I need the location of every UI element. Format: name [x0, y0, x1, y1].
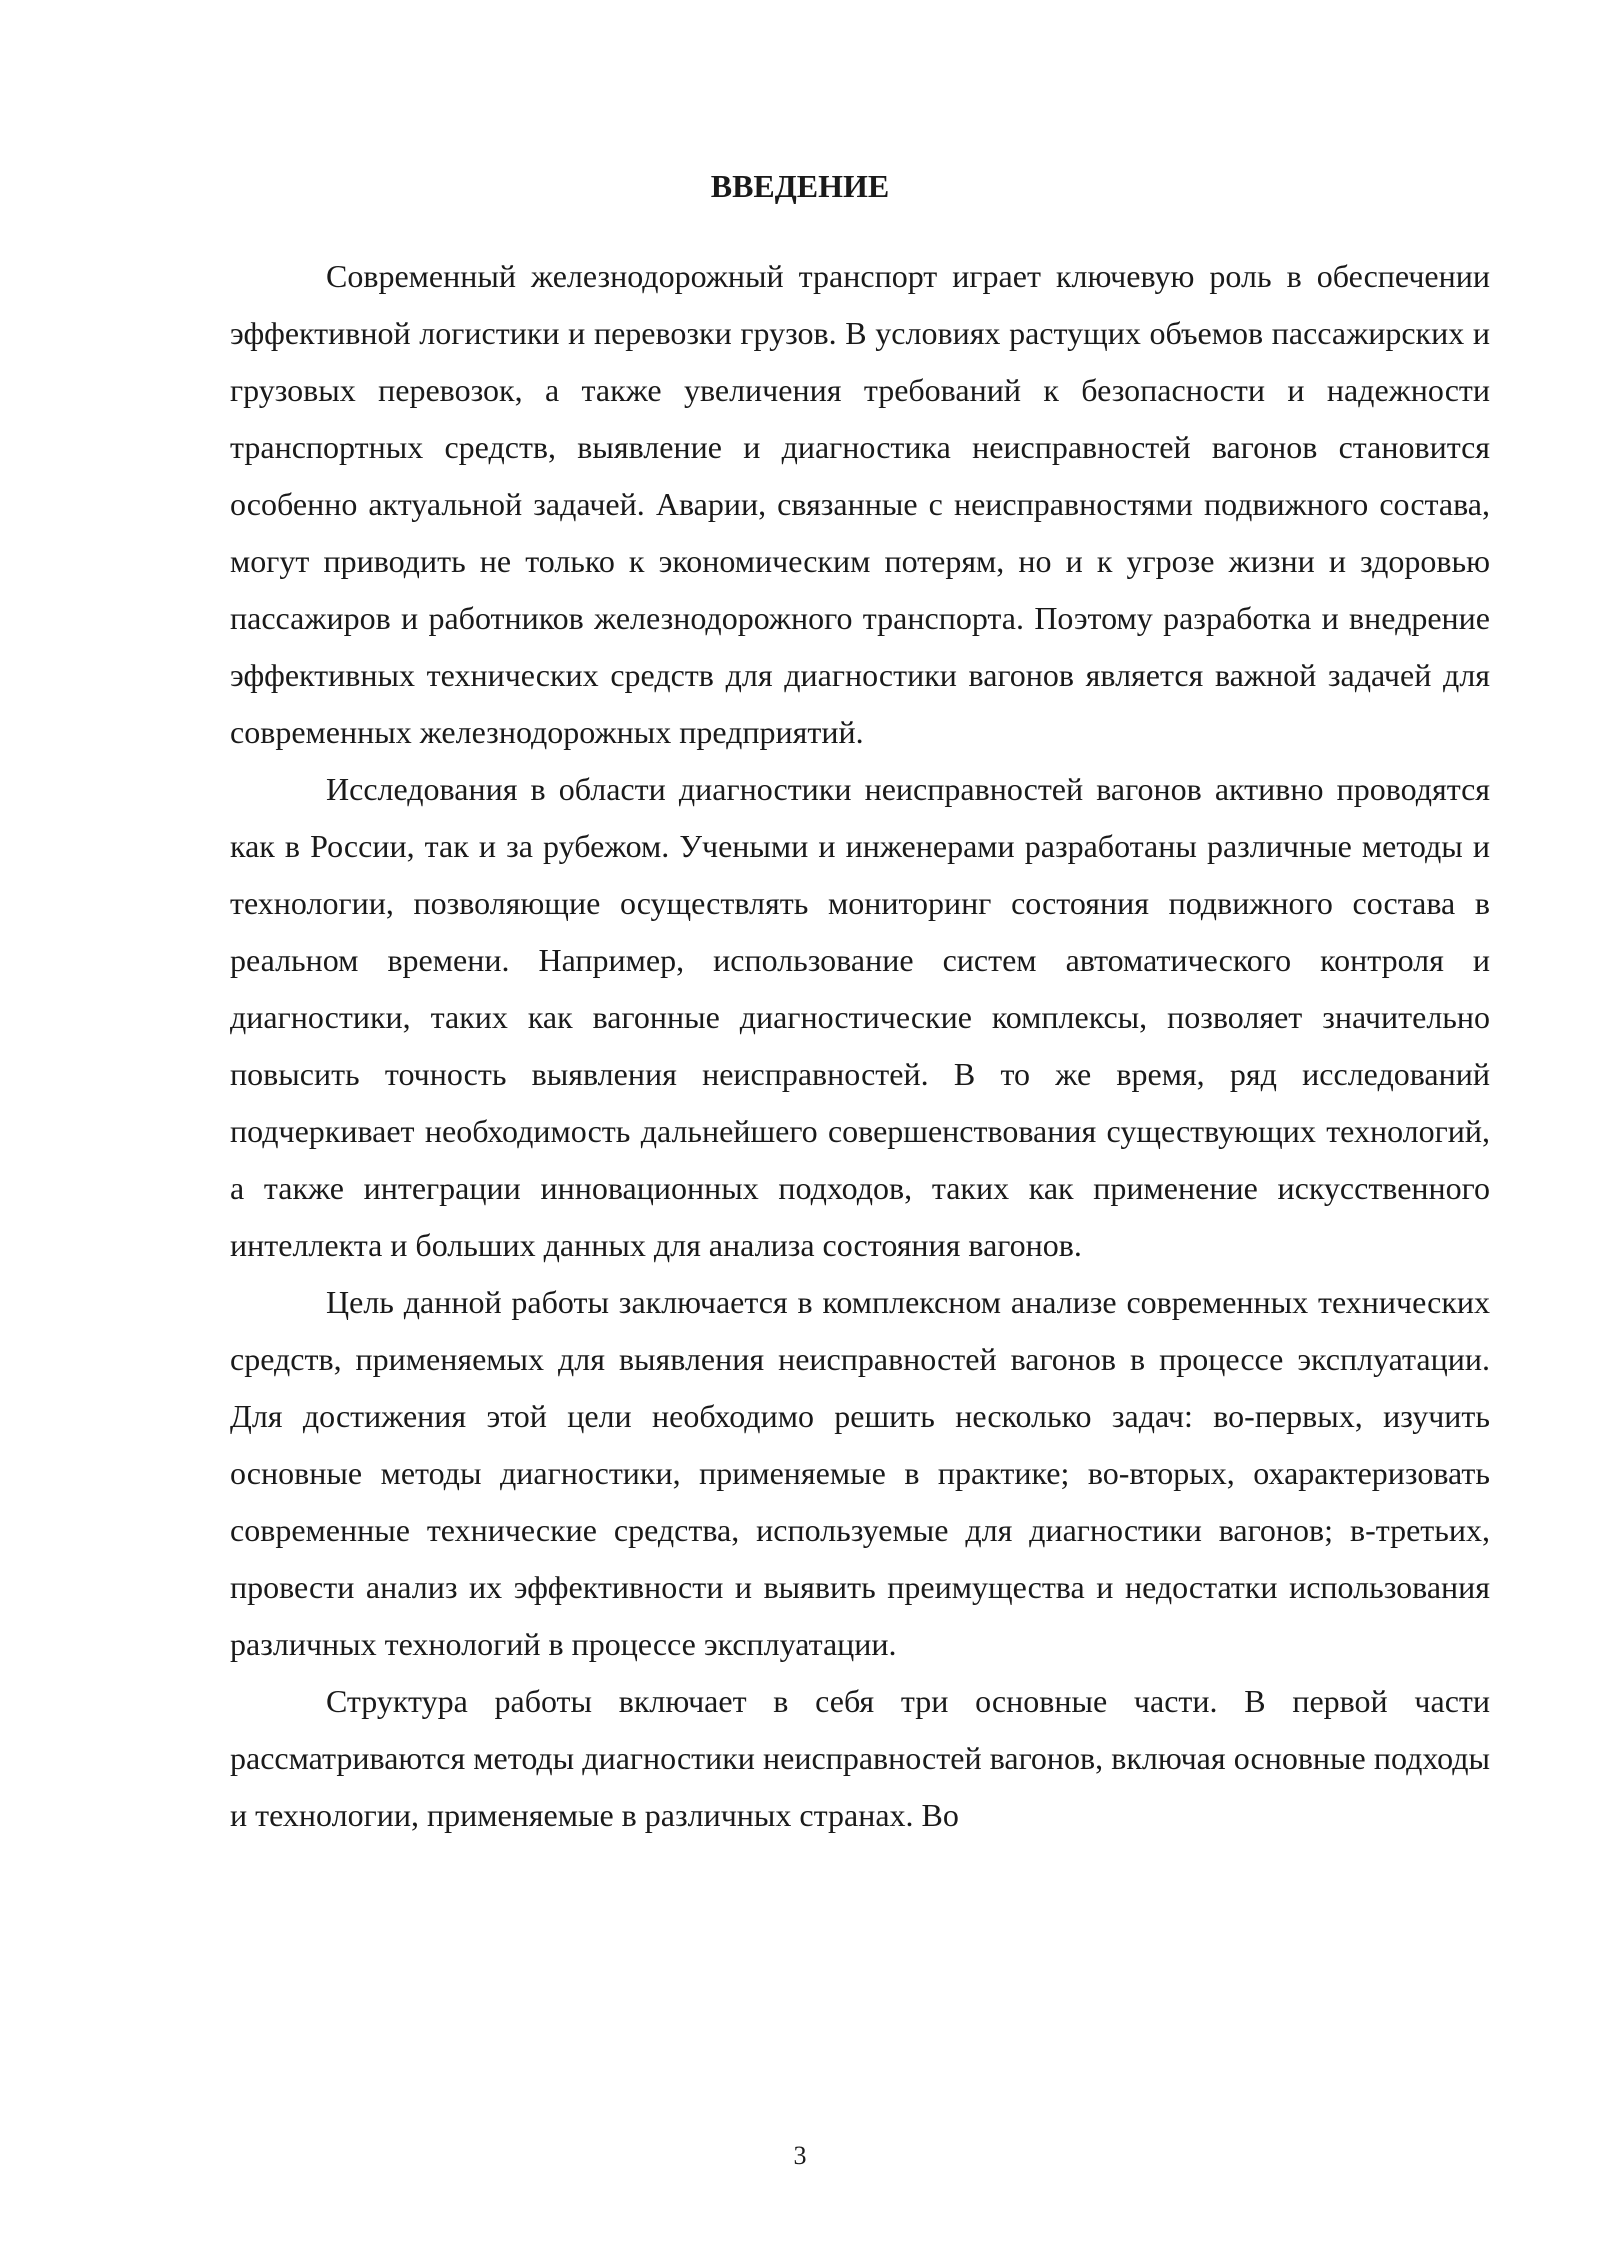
- body-text: [230, 248, 1490, 1844]
- section-heading: ВВЕДЕНИЕ: [710, 168, 890, 204]
- paragraph-3: Цель данной работы заключается в комплексном анализе современных технических средств, применяемых для выявления неисправностей вагонов в процессе эксплуатации. Для достижения этой цели необходимо решить несколько задач: во-первых, изучить основные методы диагностики, применяемые в практике; во-вторых, охарактеризовать современные технические средства, используемые для диагностики вагонов; в-третьих, провести анализ их эффективности и выявить преимущества и недостатки использования различных технологий в процессе эксплуатации.: [230, 1284, 1490, 1662]
- paragraph-1: Современный железнодорожный транспорт играет ключевую роль в обеспечении эффективной логистики и перевозки грузов. В условиях растущих объемов пассажирских и грузовых перевозок, а также увеличения требований к безопасности и надежности транспортных средств, выявление и диагностика неисправностей вагонов становится особенно актуальной задачей. Аварии, связанные с неисправностями подвижного состава, могут приводить не только к экономическим потерям, но и к угрозе жизни и здоровью пассажиров и работников железнодорожного транспорта. Поэтому разработка и внедрение эффективных технических средств для диагностики вагонов является важной задачей для современных железнодорожных предприятий.: [230, 258, 1490, 750]
- page-number: 3: [793, 2141, 807, 2170]
- paragraph-4: Структура работы включает в себя три основные части. В первой части рассматриваются методы диагностики неисправностей вагонов, включая основные подходы и технологии, применяемые в различных странах. Во: [230, 1683, 1490, 1833]
- paragraph-2: Исследования в области диагностики неисправностей вагонов активно проводятся как в России, так и за рубежом. Учеными и инженерами разработаны различные методы и технологии, позволяющие осуществлять мониторинг состояния подвижного состава в реальном времени. Например, использование систем автоматического контроля и диагностики, таких как вагонные диагностические комплексы, позволяет значительно повысить точность выявления неисправностей. В то же время, ряд исследований подчеркивает необходимость дальнейшего совершенствования существующих технологий, а также интеграции инновационных подходов, таких как применение искусственного интеллекта и больших данных для анализа состояния вагонов.: [230, 771, 1490, 1263]
